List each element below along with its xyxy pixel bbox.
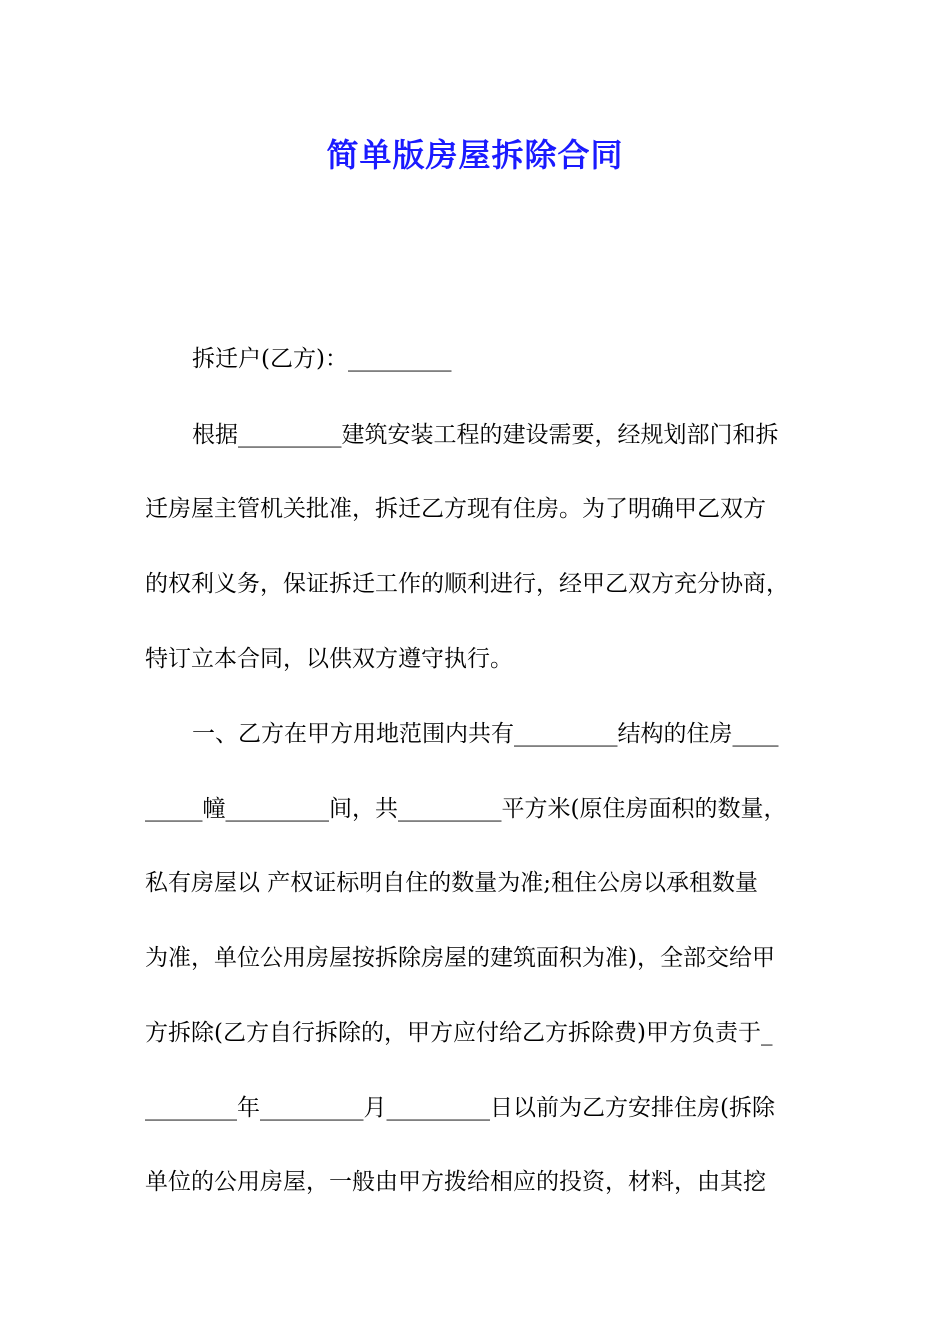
body-line: 方拆除(乙方自行拆除的，甲方应付给乙方拆除费)甲方负责于_ <box>145 1020 773 1046</box>
body-line: _____幢_________间，共_________平方米(原住房面积的数量， <box>145 796 787 822</box>
clause-one-line: 一、乙方在甲方用地范围内共有_________结构的住房____ <box>192 721 779 747</box>
body-line: 的权利义务，保证拆迁工作的顺利进行，经甲乙双方充分协商， <box>145 571 789 597</box>
body-line: 为准，单位公用房屋按拆除房屋的建筑面积为准)，全部交给甲 <box>145 945 775 971</box>
document-title: 简单版房屋拆除合同 <box>326 136 624 174</box>
body-line: 迁房屋主管机关批准，拆迁乙方现有住房。为了明确甲乙双方 <box>145 496 766 522</box>
body-line: 单位的公用房屋，一般由甲方拨给相应的投资，材料，由其挖 <box>145 1169 766 1195</box>
party-b-line: 拆迁户(乙方)：_________ <box>192 346 452 372</box>
body-line: 根据_________建筑安装工程的建设需要，经规划部门和拆 <box>192 422 779 448</box>
body-line: ________年_________月_________日以前为乙方安排住房(拆除 <box>145 1095 775 1121</box>
body-line: 私有房屋以 产权证标明自住的数量为准;租住公房以承租数量 <box>145 870 759 896</box>
body-line: 特订立本合同，以供双方遵守执行。 <box>145 646 513 672</box>
